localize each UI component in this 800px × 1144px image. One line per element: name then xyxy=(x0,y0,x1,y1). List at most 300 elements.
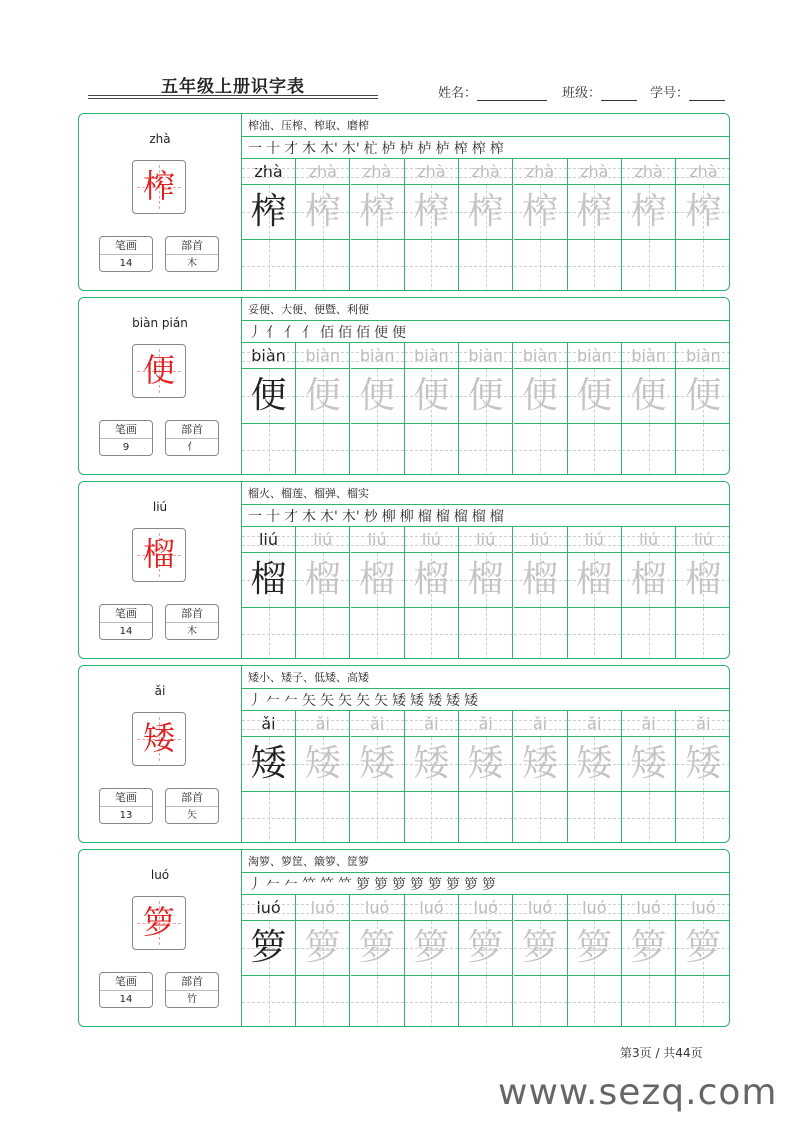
blank-writing-box[interactable] xyxy=(459,240,512,291)
blank-writing-box[interactable] xyxy=(676,240,730,291)
practice-cell[interactable] xyxy=(242,158,296,291)
practice-pinyin: biàn xyxy=(296,344,349,368)
practice-grid xyxy=(242,342,729,475)
stroke-step: 十 xyxy=(266,509,280,525)
radical-label: 部首 xyxy=(166,237,218,255)
practice-cell[interactable] xyxy=(351,894,405,1027)
blank-writing-box[interactable] xyxy=(242,792,295,843)
practice-pinyin: liú xyxy=(296,528,349,552)
practice-pinyin: liú xyxy=(514,528,567,552)
blank-writing-box[interactable] xyxy=(514,792,567,843)
char-info-panel xyxy=(79,298,242,474)
practice-cell[interactable] xyxy=(568,158,622,291)
blank-writing-box[interactable] xyxy=(622,976,675,1027)
stroke-step: 矢 xyxy=(320,693,334,709)
practice-pinyin: biàn xyxy=(622,344,675,368)
char-display-box xyxy=(132,528,186,582)
practice-pinyin: ǎi xyxy=(459,712,512,736)
practice-panel xyxy=(242,666,729,842)
strokes-value: 14 xyxy=(119,626,133,637)
practice-cell[interactable] xyxy=(676,710,730,843)
practice-pinyin: luó xyxy=(296,896,349,920)
practice-cell[interactable] xyxy=(514,894,568,1027)
strokes-value: 13 xyxy=(119,810,133,821)
char-pinyin: ǎi xyxy=(154,684,166,698)
blank-writing-box[interactable] xyxy=(242,240,295,291)
watermark: www.sezq.com xyxy=(498,1072,778,1113)
blank-writing-box[interactable] xyxy=(568,424,621,475)
practice-pinyin: luó xyxy=(568,896,621,920)
stroke-step: 箩 xyxy=(374,877,388,893)
blank-writing-box[interactable] xyxy=(676,608,730,659)
practice-char: 榨 xyxy=(576,191,613,232)
stroke-step: 柳 xyxy=(381,509,396,525)
character-card xyxy=(78,665,730,843)
blank-writing-box[interactable] xyxy=(568,792,621,843)
practice-cell[interactable] xyxy=(351,342,405,475)
char-display-box xyxy=(132,712,186,766)
practice-pinyin: liú xyxy=(242,528,295,552)
stroke-step: 木' xyxy=(320,141,338,157)
strokes-label: 笔画 xyxy=(100,605,152,623)
practice-char: 榨 xyxy=(685,191,722,232)
practice-cell[interactable] xyxy=(405,710,459,843)
practice-char: 便 xyxy=(576,375,613,416)
practice-pinyin: ǎi xyxy=(568,712,621,736)
practice-pinyin: luó xyxy=(405,896,458,920)
char-glyph: 矮 xyxy=(142,719,175,757)
practice-char: 榨 xyxy=(467,191,504,232)
stroke-step: 木 xyxy=(302,141,316,157)
practice-char: 榴 xyxy=(359,559,396,600)
practice-char: 箩 xyxy=(576,927,613,968)
blank-writing-box[interactable] xyxy=(514,976,567,1027)
practice-pinyin: zhà xyxy=(296,160,349,184)
practice-char: 榨 xyxy=(304,191,341,232)
practice-char: 榴 xyxy=(304,559,341,600)
blank-writing-box[interactable] xyxy=(622,792,675,843)
practice-cell[interactable] xyxy=(514,342,568,475)
example-words: 妥便、大便、便暨、利便 xyxy=(248,303,369,316)
page-title: 五年级上册识字表 xyxy=(161,77,305,97)
practice-char: 榨 xyxy=(521,191,558,232)
radical-value: 矢 xyxy=(187,810,197,821)
stroke-step: 矢 xyxy=(302,693,316,709)
stroke-step: 栌 xyxy=(399,141,414,157)
practice-cell[interactable] xyxy=(459,526,513,659)
strokes-box xyxy=(99,236,153,272)
stroke-step: 木 xyxy=(302,509,316,525)
char-display-box xyxy=(132,896,186,950)
practice-pinyin: liú xyxy=(622,528,675,552)
example-words: 榴火、榴莲、榴弹、榴实 xyxy=(248,487,369,500)
practice-pinyin: luó xyxy=(514,896,567,920)
practice-pinyin: zhà xyxy=(351,160,404,184)
practice-char: 便 xyxy=(413,375,450,416)
practice-pinyin: ǎi xyxy=(296,712,349,736)
practice-pinyin: zhà xyxy=(459,160,512,184)
stroke-step: 榨 xyxy=(453,141,468,157)
practice-cell[interactable] xyxy=(568,894,622,1027)
strokes-value: 14 xyxy=(119,994,133,1005)
char-display-box xyxy=(132,160,186,214)
stroke-step: 𥫗 xyxy=(320,877,334,893)
practice-char: 便 xyxy=(630,375,667,416)
practice-pinyin: luó xyxy=(351,896,404,920)
id-label: 学号： xyxy=(650,86,690,101)
blank-writing-box[interactable] xyxy=(296,424,349,475)
practice-pinyin: liú xyxy=(351,528,404,552)
practice-char: 榴 xyxy=(576,559,613,600)
practice-cell[interactable] xyxy=(514,158,568,291)
stroke-step: 柳 xyxy=(399,509,414,525)
practice-char: 箩 xyxy=(630,927,667,968)
blank-writing-box[interactable] xyxy=(351,608,404,659)
practice-cell[interactable] xyxy=(242,526,296,659)
title-underline-2 xyxy=(88,98,378,99)
practice-cell[interactable] xyxy=(405,526,459,659)
stroke-step: 一 xyxy=(248,509,262,525)
stroke-step: 箩 xyxy=(446,877,460,893)
practice-grid xyxy=(242,526,729,659)
stroke-step: 矮 xyxy=(410,693,424,709)
practice-char: 箩 xyxy=(250,927,287,968)
practice-char: 矮 xyxy=(413,743,450,784)
blank-writing-box[interactable] xyxy=(676,792,730,843)
practice-char: 矮 xyxy=(250,743,287,784)
blank-writing-box[interactable] xyxy=(568,240,621,291)
practice-pinyin: zhà xyxy=(622,160,675,184)
radical-label: 部首 xyxy=(166,973,218,991)
blank-writing-box[interactable] xyxy=(568,608,621,659)
id-field[interactable] xyxy=(650,82,725,101)
practice-pinyin: luó xyxy=(459,896,512,920)
stroke-order xyxy=(248,874,496,894)
blank-writing-box[interactable] xyxy=(459,608,512,659)
practice-pinyin: biàn xyxy=(568,344,621,368)
stroke-step: 榴 xyxy=(489,509,504,525)
practice-char: 便 xyxy=(467,375,504,416)
practice-grid xyxy=(242,710,729,843)
blank-writing-box[interactable] xyxy=(296,976,349,1027)
practice-pinyin: ǎi xyxy=(514,712,567,736)
practice-pinyin: biàn xyxy=(405,344,458,368)
practice-pinyin: biàn xyxy=(459,344,512,368)
practice-char: 榨 xyxy=(413,191,450,232)
blank-writing-box[interactable] xyxy=(676,424,730,475)
practice-cell[interactable] xyxy=(242,710,296,843)
practice-cell[interactable] xyxy=(622,526,676,659)
blank-writing-box[interactable] xyxy=(405,792,458,843)
stroke-step: 矢 xyxy=(356,693,370,709)
page-number: 第3页 / 共44页 xyxy=(620,1046,703,1060)
stroke-step: 矢 xyxy=(374,693,388,709)
stroke-step: 𥫗 xyxy=(302,877,316,893)
blank-writing-box[interactable] xyxy=(405,608,458,659)
stroke-step: 箩 xyxy=(482,877,496,893)
blank-writing-box[interactable] xyxy=(514,240,567,291)
practice-cell[interactable] xyxy=(242,894,296,1027)
stroke-step: 箩 xyxy=(356,877,370,893)
stroke-step: 矮 xyxy=(464,693,478,709)
practice-cell[interactable] xyxy=(622,158,676,291)
stroke-step: 𠂉 xyxy=(284,693,298,709)
practice-panel xyxy=(242,482,729,658)
strokes-box xyxy=(99,788,153,824)
practice-cell[interactable] xyxy=(568,526,622,659)
blank-writing-box[interactable] xyxy=(242,608,295,659)
practice-cell[interactable] xyxy=(622,894,676,1027)
practice-char: 便 xyxy=(521,375,558,416)
practice-char: 箩 xyxy=(685,927,722,968)
practice-cell[interactable] xyxy=(514,526,568,659)
practice-char: 榨 xyxy=(250,191,287,232)
practice-cell[interactable] xyxy=(676,526,730,659)
character-card xyxy=(78,113,730,291)
blank-writing-box[interactable] xyxy=(405,240,458,291)
stroke-step: 矮 xyxy=(428,693,442,709)
blank-writing-box[interactable] xyxy=(351,792,404,843)
radical-box xyxy=(165,604,219,640)
practice-cell[interactable] xyxy=(296,158,350,291)
practice-cell[interactable] xyxy=(622,342,676,475)
stroke-step: 箩 xyxy=(464,877,478,893)
blank-writing-box[interactable] xyxy=(676,976,730,1027)
blank-writing-box[interactable] xyxy=(459,792,512,843)
practice-cell[interactable] xyxy=(296,526,350,659)
radical-box xyxy=(165,236,219,272)
stroke-step: 箩 xyxy=(428,877,442,893)
practice-pinyin: biàn xyxy=(351,344,404,368)
char-glyph: 榴 xyxy=(142,535,175,573)
practice-pinyin: biàn xyxy=(676,344,730,368)
strokes-box xyxy=(99,604,153,640)
stroke-step: 箩 xyxy=(392,877,406,893)
practice-cell[interactable] xyxy=(622,710,676,843)
practice-cell[interactable] xyxy=(296,894,350,1027)
practice-char: 榨 xyxy=(359,191,396,232)
practice-cell[interactable] xyxy=(459,710,513,843)
stroke-step: 矮 xyxy=(392,693,406,709)
stroke-step: 木' xyxy=(341,141,360,157)
blank-writing-box[interactable] xyxy=(351,976,404,1027)
practice-cell[interactable] xyxy=(405,894,459,1027)
practice-char: 箩 xyxy=(521,927,558,968)
blank-writing-box[interactable] xyxy=(242,976,295,1027)
practice-cell[interactable] xyxy=(676,894,730,1027)
stroke-order xyxy=(248,506,504,526)
practice-grid xyxy=(242,158,729,291)
char-info-panel xyxy=(79,850,242,1026)
radical-box xyxy=(165,420,219,456)
practice-grid xyxy=(242,894,729,1027)
radical-box xyxy=(165,972,219,1008)
stroke-step: 一 xyxy=(248,141,262,157)
practice-char: 榨 xyxy=(630,191,667,232)
practice-cell[interactable] xyxy=(514,710,568,843)
practice-char: 矮 xyxy=(685,743,722,784)
blank-writing-box[interactable] xyxy=(296,792,349,843)
practice-pinyin: ǎi xyxy=(242,712,295,736)
radical-label: 部首 xyxy=(166,789,218,807)
practice-char: 便 xyxy=(304,375,341,416)
practice-char: 榴 xyxy=(413,559,450,600)
practice-char: 便 xyxy=(359,375,396,416)
practice-cell[interactable] xyxy=(676,342,730,475)
name-label: 姓名： xyxy=(438,86,478,101)
practice-char: 榴 xyxy=(685,559,722,600)
char-glyph: 便 xyxy=(142,351,175,389)
blank-writing-box[interactable] xyxy=(459,424,512,475)
stroke-order xyxy=(248,322,406,342)
blank-writing-box[interactable] xyxy=(622,424,675,475)
practice-char: 箩 xyxy=(467,927,504,968)
stroke-step: 榴 xyxy=(417,509,432,525)
strokes-value: 14 xyxy=(119,258,133,269)
practice-panel xyxy=(242,850,729,1026)
practice-pinyin: ǎi xyxy=(405,712,458,736)
stroke-step: 佰 xyxy=(338,325,352,341)
practice-char: 矮 xyxy=(521,743,558,784)
practice-cell[interactable] xyxy=(676,158,730,291)
blank-writing-box[interactable] xyxy=(568,976,621,1027)
strokes-value: 9 xyxy=(122,442,130,453)
stroke-step: 丿 xyxy=(248,693,262,709)
stroke-step: 𠂉 xyxy=(266,877,280,893)
blank-writing-box[interactable] xyxy=(405,424,458,475)
stroke-step: 栌 xyxy=(381,141,396,157)
blank-writing-box[interactable] xyxy=(459,976,512,1027)
practice-char: 便 xyxy=(250,375,287,416)
practice-pinyin: liú xyxy=(405,528,458,552)
blank-writing-box[interactable] xyxy=(514,608,567,659)
radical-value: 亻 xyxy=(187,442,197,453)
stroke-step: 亻 xyxy=(284,325,298,341)
name-field[interactable] xyxy=(438,82,547,101)
practice-cell[interactable] xyxy=(351,526,405,659)
practice-char: 箩 xyxy=(359,927,396,968)
practice-char: 矮 xyxy=(304,743,341,784)
stroke-step: 便 xyxy=(374,325,388,341)
char-glyph: 榨 xyxy=(142,167,175,205)
practice-cell[interactable] xyxy=(459,158,513,291)
stroke-order xyxy=(248,138,504,158)
radical-value: 竹 xyxy=(187,994,197,1005)
stroke-step: 亻 xyxy=(266,325,280,341)
blank-writing-box[interactable] xyxy=(296,240,349,291)
char-info-panel xyxy=(79,114,242,290)
practice-pinyin: zhà xyxy=(568,160,621,184)
stroke-step: 榴 xyxy=(435,509,450,525)
stroke-step: 榨 xyxy=(471,141,486,157)
stroke-step: 矢 xyxy=(338,693,352,709)
radical-box xyxy=(165,788,219,824)
practice-char: 矮 xyxy=(359,743,396,784)
blank-writing-box[interactable] xyxy=(514,424,567,475)
blank-writing-box[interactable] xyxy=(622,608,675,659)
practice-cell[interactable] xyxy=(459,894,513,1027)
stroke-step: 𠂉 xyxy=(284,877,298,893)
class-field[interactable] xyxy=(562,82,637,101)
char-pinyin: biàn pián xyxy=(132,316,188,330)
radical-label: 部首 xyxy=(166,605,218,623)
char-info-panel xyxy=(79,482,242,658)
practice-cell[interactable] xyxy=(568,342,622,475)
practice-cell[interactable] xyxy=(351,158,405,291)
blank-writing-box[interactable] xyxy=(351,424,404,475)
stroke-step: 矮 xyxy=(446,693,460,709)
blank-writing-box[interactable] xyxy=(622,240,675,291)
practice-char: 矮 xyxy=(630,743,667,784)
stroke-step: 亻 xyxy=(302,325,316,341)
strokes-box xyxy=(99,972,153,1008)
strokes-label: 笔画 xyxy=(100,789,152,807)
blank-writing-box[interactable] xyxy=(296,608,349,659)
stroke-step: 榨 xyxy=(489,141,504,157)
blank-writing-box[interactable] xyxy=(242,424,295,475)
practice-pinyin: zhà xyxy=(676,160,730,184)
character-cards xyxy=(78,113,730,1033)
strokes-label: 笔画 xyxy=(100,973,152,991)
example-words: 淘箩、箩筐、簸箩、筐箩 xyxy=(248,855,369,868)
practice-cell[interactable] xyxy=(242,342,296,475)
practice-cell[interactable] xyxy=(296,710,350,843)
char-pinyin: luó xyxy=(150,868,170,882)
stroke-order xyxy=(248,690,478,710)
practice-pinyin: liú xyxy=(676,528,730,552)
char-pinyin: zhà xyxy=(149,132,171,146)
strokes-box xyxy=(99,420,153,456)
practice-pinyin: luó xyxy=(622,896,675,920)
stroke-step: 才 xyxy=(284,141,298,157)
stroke-step: 丿 xyxy=(248,325,262,341)
practice-pinyin: zhà xyxy=(242,160,295,184)
stroke-step: 栌 xyxy=(417,141,432,157)
practice-pinyin: zhà xyxy=(514,160,567,184)
practice-cell[interactable] xyxy=(351,710,405,843)
stroke-step: 佰 xyxy=(320,325,334,341)
practice-char: 箩 xyxy=(413,927,450,968)
practice-char: 矮 xyxy=(467,743,504,784)
stroke-step: 栌 xyxy=(435,141,450,157)
blank-writing-box[interactable] xyxy=(351,240,404,291)
stroke-step: 榴 xyxy=(453,509,468,525)
stroke-step: 丿 xyxy=(248,877,262,893)
practice-char: 矮 xyxy=(576,743,613,784)
char-glyph: 箩 xyxy=(142,903,175,941)
stroke-step: 便 xyxy=(392,325,406,341)
practice-cell[interactable] xyxy=(568,710,622,843)
blank-writing-box[interactable] xyxy=(405,976,458,1027)
practice-cell[interactable] xyxy=(405,158,459,291)
practice-cell[interactable] xyxy=(405,342,459,475)
class-label: 班级： xyxy=(562,86,602,101)
practice-cell[interactable] xyxy=(296,342,350,475)
char-display-box xyxy=(132,344,186,398)
practice-pinyin: zhà xyxy=(405,160,458,184)
stroke-step: 木' xyxy=(341,509,360,525)
practice-char: 榴 xyxy=(250,559,287,600)
practice-char: 榴 xyxy=(467,559,504,600)
radical-value: 木 xyxy=(187,626,197,637)
practice-pinyin: liú xyxy=(568,528,621,552)
stroke-step: 佰 xyxy=(356,325,370,341)
practice-char: 箩 xyxy=(304,927,341,968)
practice-pinyin: ǎi xyxy=(351,712,404,736)
stroke-step: 杪 xyxy=(363,509,378,525)
radical-label: 部首 xyxy=(166,421,218,439)
practice-cell[interactable] xyxy=(459,342,513,475)
